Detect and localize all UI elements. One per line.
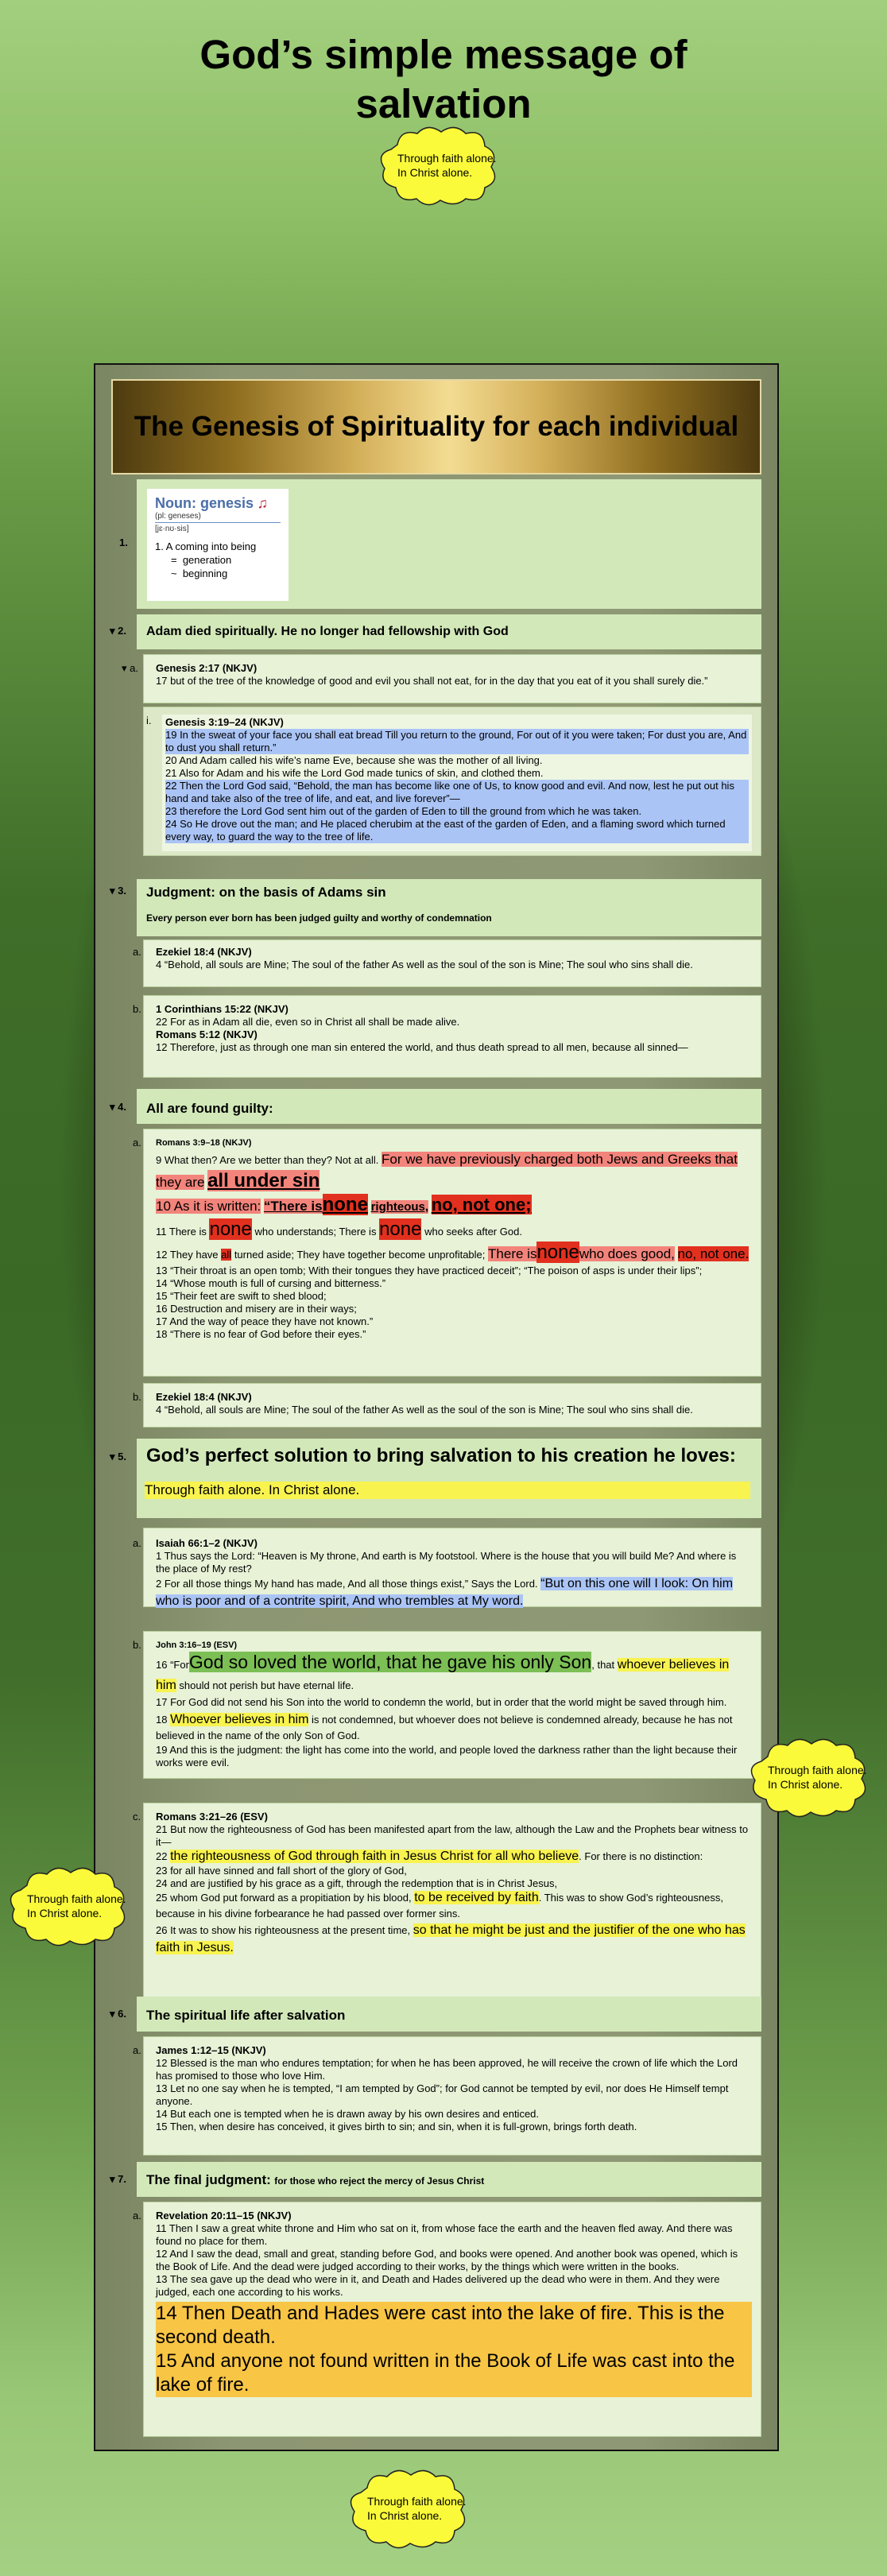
section-banner: The Genesis of Spirituality for each individual (111, 379, 761, 475)
cloud-line-1: Through faith alone. (27, 1892, 126, 1905)
verse-rev-20-12: 12 And I saw the dead, small and great, standing before God, and books were opened. And another book was opened, which is the Book of Life. And the dead were judged according to their works, by the things which were written in the books. (156, 2248, 738, 2272)
cloud-line-1: Through faith alone. (768, 1764, 867, 1776)
verse-rev-20-14: 14 Then Death and Hades were cast into the lake of fire. This is the second death. (156, 2302, 752, 2349)
verse-rom-3-15: 15 “Their feet are swift to shed blood; (156, 1290, 327, 1302)
verse-rom-3-26a: 26 It was to show his righteousness at the present time, (156, 1924, 411, 1936)
section-7-heading-sub: for those who reject the mercy of Jesus Christ (274, 2175, 485, 2187)
marker-3a: a. (133, 946, 141, 958)
verse-isa-66-1: 1 Thus says the Lord: “Heaven is My throne, And earth is My footstool. Where is the house that you will build Me? And where is the place of My rest? (156, 1550, 737, 1575)
verse-rom-3-10a: 10 As it is written: (156, 1199, 261, 1214)
ref-genesis-2-17: Genesis 2:17 (NKJV) (156, 662, 258, 674)
verse-john-3-18a: 18 (156, 1714, 168, 1726)
ref-romans-5-12: Romans 5:12 (NKJV) (156, 1028, 258, 1040)
verse-james-1-13: 13 Let no one say when he is tempted, “I am tempted by God”; for God cannot be tempted by evil, nor does He Himself tempt anyone. (156, 2082, 729, 2107)
cloud-callout-bottom (343, 2464, 471, 2551)
cloud-line-1: Through faith alone. (397, 152, 497, 165)
verse-rom-3-9c: all under sin (207, 1170, 320, 1191)
verse-rom-3-22a: 22 (156, 1850, 168, 1862)
verse-rom-3-12c: turned aside; They have together become unprofitable; (234, 1249, 486, 1261)
verse-rom-3-25c: . This was to show God’s righteousness, because in his divine forbearance he had passed over former sins. (156, 1892, 723, 1919)
verse-john-3-16a: 16 “For (156, 1659, 189, 1671)
verse-isa-66-2a: 2 For all those things My hand has made, And all those things exist,” Says the Lord. (156, 1578, 538, 1590)
verse-john-3-16b: God so loved the world, that he gave his only Son (188, 1652, 592, 1672)
marker-7a: a. (133, 2210, 141, 2222)
verse-rom-3-11c: who understands; There is (254, 1226, 377, 1238)
ref-isaiah-66: Isaiah 66:1–2 (NKJV) (156, 1537, 258, 1549)
verse-rom-3-9b: For we have previously charged both Jews and Greeks that they are (156, 1152, 738, 1190)
verse-rev-20-13: 13 The sea gave up the dead who were in it, and Death and Hades delivered up the dead who were in them. And they were judged, each one according to his works. (156, 2273, 720, 2298)
verse-rom-3-10e: no, not one; (431, 1195, 532, 1214)
marker-4a: a. (133, 1137, 141, 1149)
ref-ezekiel-18-4-b: Ezekiel 18:4 (NKJV) (156, 1391, 252, 1403)
dict-synonym-2: beginning (182, 567, 228, 579)
ref-james-1-12: James 1:12–15 (NKJV) (156, 2044, 266, 2056)
verse-rom-3-9a: 9 What then? Are we better than they? Not at all. (156, 1154, 379, 1166)
verse-rom-3-10b: “There is (263, 1199, 323, 1214)
marker-3[interactable]: ▾ 3. (110, 885, 126, 897)
verse-rom-3-11e: who seeks after God. (424, 1226, 522, 1238)
marker-5c: c. (133, 1811, 141, 1823)
section-5-heading: God’s perfect solution to bring salvation to his creation he loves: (146, 1445, 736, 1466)
verse-genesis-2-17: 17 but of the tree of the knowledge of good and evil you shall not eat, for in the day that you eat of it you shall surely die.” (156, 675, 708, 687)
marker-6[interactable]: ▾ 6. (110, 2008, 126, 2020)
verse-ezekiel-18-4-b: 4 “Behold, all souls are Mine; The soul of the father As well as the soul of the son is Mine; The soul who sins shall die. (156, 1404, 693, 1416)
marker-1: 1. (119, 537, 128, 548)
cloud-line-1: Through faith alone. (367, 2495, 467, 2508)
verse-john-3-19: 19 And this is the judgment: the light has come into the world, and people loved the darkness rather than the light because their works were evil. (156, 1744, 738, 1768)
ref-john-3-16: John 3:16–19 (ESV) (156, 1641, 238, 1650)
dict-pronunciation: [jɛ·nʊ·sis] (155, 525, 189, 533)
dict-def-num: 1. (155, 540, 164, 552)
cloud-line-2: In Christ alone. (397, 166, 473, 179)
section-4-heading: All are found guilty: (146, 1101, 273, 1116)
verse-rom-3-25b: to be received by faith (414, 1891, 539, 1904)
verse-gen-3-22: 22 Then the Lord God said, “Behold, the man has become like one of Us, to know good and evil. And now, lest he put out his hand and take also of the tree of life, and eat, and live forever”— (165, 780, 749, 805)
verse-rom-3-12g: no, not one. (677, 1246, 749, 1261)
ref-ezekiel-18-4: Ezekiel 18:4 (NKJV) (156, 946, 252, 958)
section-3-heading: Judgment: on the basis of Adams sin (146, 885, 386, 900)
dict-word: Noun: genesis (155, 495, 254, 511)
verse-rom-3-11d: none (379, 1218, 422, 1240)
section-6-heading: The spiritual life after salvation (146, 2008, 346, 2023)
verse-rom-3-17: 17 And the way of peace they have not known.” (156, 1315, 374, 1327)
verse-gen-3-24: 24 So He drove out the man; and He placed cherubim at the east of the garden of Eden, and a flaming sword which turned every way, to guard the way to the tree of life. (165, 818, 749, 843)
verse-rev-20-11: 11 Then I saw a great white throne and Him who sat on it, from whose face the earth and the heaven fled away. And there was found no place for them. (156, 2222, 733, 2247)
verse-gen-3-23: 23 therefore the Lord God sent him out of the garden of Eden to till the ground from which he was taken. (165, 805, 749, 818)
marker-7[interactable]: ▾ 7. (110, 2173, 126, 2185)
verse-rom-3-26b: so that he might be just and the justifier of the one who has faith in Jesus. (156, 1923, 746, 1954)
cloud-callout-right (744, 1733, 871, 1820)
ref-revelation-20: Revelation 20:11–15 (NKJV) (156, 2210, 292, 2222)
ref-genesis-3: Genesis 3:19–24 (NKJV) (165, 716, 284, 728)
page-title: God’s simple message of salvation (199, 32, 688, 126)
marker-5b: b. (133, 1639, 141, 1651)
verse-rom-3-16: 16 Destruction and misery are in their ways; (156, 1303, 357, 1315)
ref-romans-3-9: Romans 3:9–18 (NKJV) (156, 1138, 252, 1148)
marker-2a[interactable]: ▾ a. (122, 662, 138, 674)
verse-james-1-15: 15 Then, when desire has conceived, it gives birth to sin; and sin, when it is full-grown, brings forth death. (156, 2121, 637, 2132)
verse-ezekiel-18-4: 4 “Behold, all souls are Mine; The soul of the father As well as the soul of the son is Mine; The soul who sins shall die. (156, 959, 693, 970)
verse-rom-3-22c: . For there is no distinction: (579, 1850, 703, 1862)
section-7-heading: The final judgment: (146, 2172, 271, 2187)
verse-john-3-17: 17 For God did not send his Son into the world to condemn the world, but in order that the world might be saved through him. (156, 1696, 727, 1708)
verse-john-3-16d: whoever believes in him (156, 1658, 730, 1692)
marker-4[interactable]: ▾ 4. (110, 1101, 126, 1113)
ref-romans-3-21: Romans 3:21–26 (ESV) (156, 1811, 268, 1823)
verse-john-3-16e: should not perish but have eternal life. (179, 1679, 354, 1691)
verse-rom-3-12a: 12 They have (156, 1249, 219, 1261)
marker-2ai: i. (146, 715, 152, 726)
verse-rom-3-14: 14 “Whose mouth is full of cursing and bitterness.” (156, 1277, 386, 1289)
section-2-heading: Adam died spiritually. He no longer had fellowship with God (146, 625, 509, 638)
ref-1cor-15-22: 1 Corinthians 15:22 (NKJV) (156, 1003, 289, 1015)
verse-james-1-12: 12 Blessed is the man who endures temptation; for when he has been approved, he will receive the crown of life which the Lord has promised to those who love Him. (156, 2057, 738, 2082)
verse-rom-3-12d: There is (488, 1246, 537, 1261)
dict-synonym-1: generation (182, 554, 232, 566)
verse-isa-66-2b: “But on this one will I look: On him who is poor and of a contrite spirit, And who trembles at My word. (156, 1577, 734, 1608)
marker-5a: a. (133, 1537, 141, 1549)
verse-rom-3-25a: 25 whom God put forward as a propitiation by his blood, (156, 1892, 412, 1904)
cloud-callout-left (3, 1861, 130, 1949)
verse-romans-5-12: 12 Therefore, just as through one man sin entered the world, and thus death spread to all men, because all sinned— (156, 1041, 688, 1053)
dict-definition: A coming into being (165, 540, 257, 552)
verse-john-3-18c: is not condemned, but whoever does not believe is condemned already, because he has not believed in the name of the only Son of God. (156, 1714, 733, 1741)
cloud-line-2: In Christ alone. (768, 1778, 843, 1791)
section-3-subheading: Every person ever born has been judged guilty and worthy of condemnation (146, 912, 492, 924)
music-note-icon: ♫ (257, 495, 268, 511)
verse-rom-3-12f: who does good, (579, 1246, 675, 1261)
verse-rev-20-15: 15 And anyone not found written in the Book of Life was cast into the lake of fire. (156, 2349, 752, 2397)
verse-john-3-18b: Whoever believes in him (170, 1713, 309, 1726)
verse-rom-3-24: 24 and are justified by his grace as a gift, through the redemption that is in Christ Jesus, (156, 1877, 558, 1889)
verse-james-1-14: 14 But each one is tempted when he is drawn away by his own desires and enticed. (156, 2108, 540, 2120)
dict-plural: (pl: geneses) (155, 512, 201, 521)
marker-5[interactable]: ▾ 5. (110, 1451, 126, 1462)
verse-rom-3-10c: none (322, 1194, 368, 1215)
verse-rom-3-18: 18 “There is no fear of God before their eyes.” (156, 1328, 366, 1340)
equals-icon: = (171, 554, 177, 566)
cloud-line-2: In Christ alone. (27, 1907, 103, 1919)
marker-3b: b. (133, 1003, 141, 1015)
verse-gen-3-20: 20 And Adam called his wife’s name Eve, because she was the mother of all living. (165, 754, 543, 766)
marker-4b: b. (133, 1391, 141, 1403)
verse-rom-3-11a: 11 There is (156, 1226, 207, 1238)
verse-rom-3-12e: none (536, 1242, 579, 1263)
cloud-callout-top (374, 121, 501, 208)
verse-rom-3-21: 21 But now the righteousness of God has been manifested apart from the law, although the Law and the Prophets bear witness to it— (156, 1823, 749, 1848)
verse-rom-3-12b: all (221, 1249, 232, 1261)
section-5-tagline: Through faith alone. In Christ alone. (145, 1482, 750, 1499)
verse-rom-3-10d: righteous, (370, 1200, 429, 1214)
dictionary-card (147, 489, 289, 601)
verse-rom-3-23: 23 for all have sinned and fall short of the glory of God, (156, 1865, 407, 1877)
verse-john-3-16c: , that (591, 1659, 615, 1671)
verse-gen-3-21: 21 Also for Adam and his wife the Lord God made tunics of skin, and clothed them. (165, 767, 544, 779)
verse-rom-3-13: 13 “Their throat is an open tomb; With their tongues they have practiced deceit”; “The poison of asps is under their lips”; (156, 1265, 703, 1276)
verse-rom-3-22b: the righteousness of God through faith in Jesus Christ for all who believe (170, 1850, 579, 1863)
verse-1cor-15-22: 22 For as in Adam all die, even so in Christ all shall be made alive. (156, 1016, 460, 1028)
marker-2[interactable]: ▾ 2. (110, 625, 126, 637)
verse-rom-3-11b: none (209, 1218, 252, 1240)
tilde-icon: ~ (171, 567, 177, 579)
verse-gen-3-19: 19 In the sweat of your face you shall eat bread Till you return to the ground, For out of it you were taken; For dust you are, And to dust you shall return.” (165, 729, 749, 754)
marker-6a: a. (133, 2044, 141, 2056)
cloud-line-2: In Christ alone. (367, 2509, 443, 2522)
